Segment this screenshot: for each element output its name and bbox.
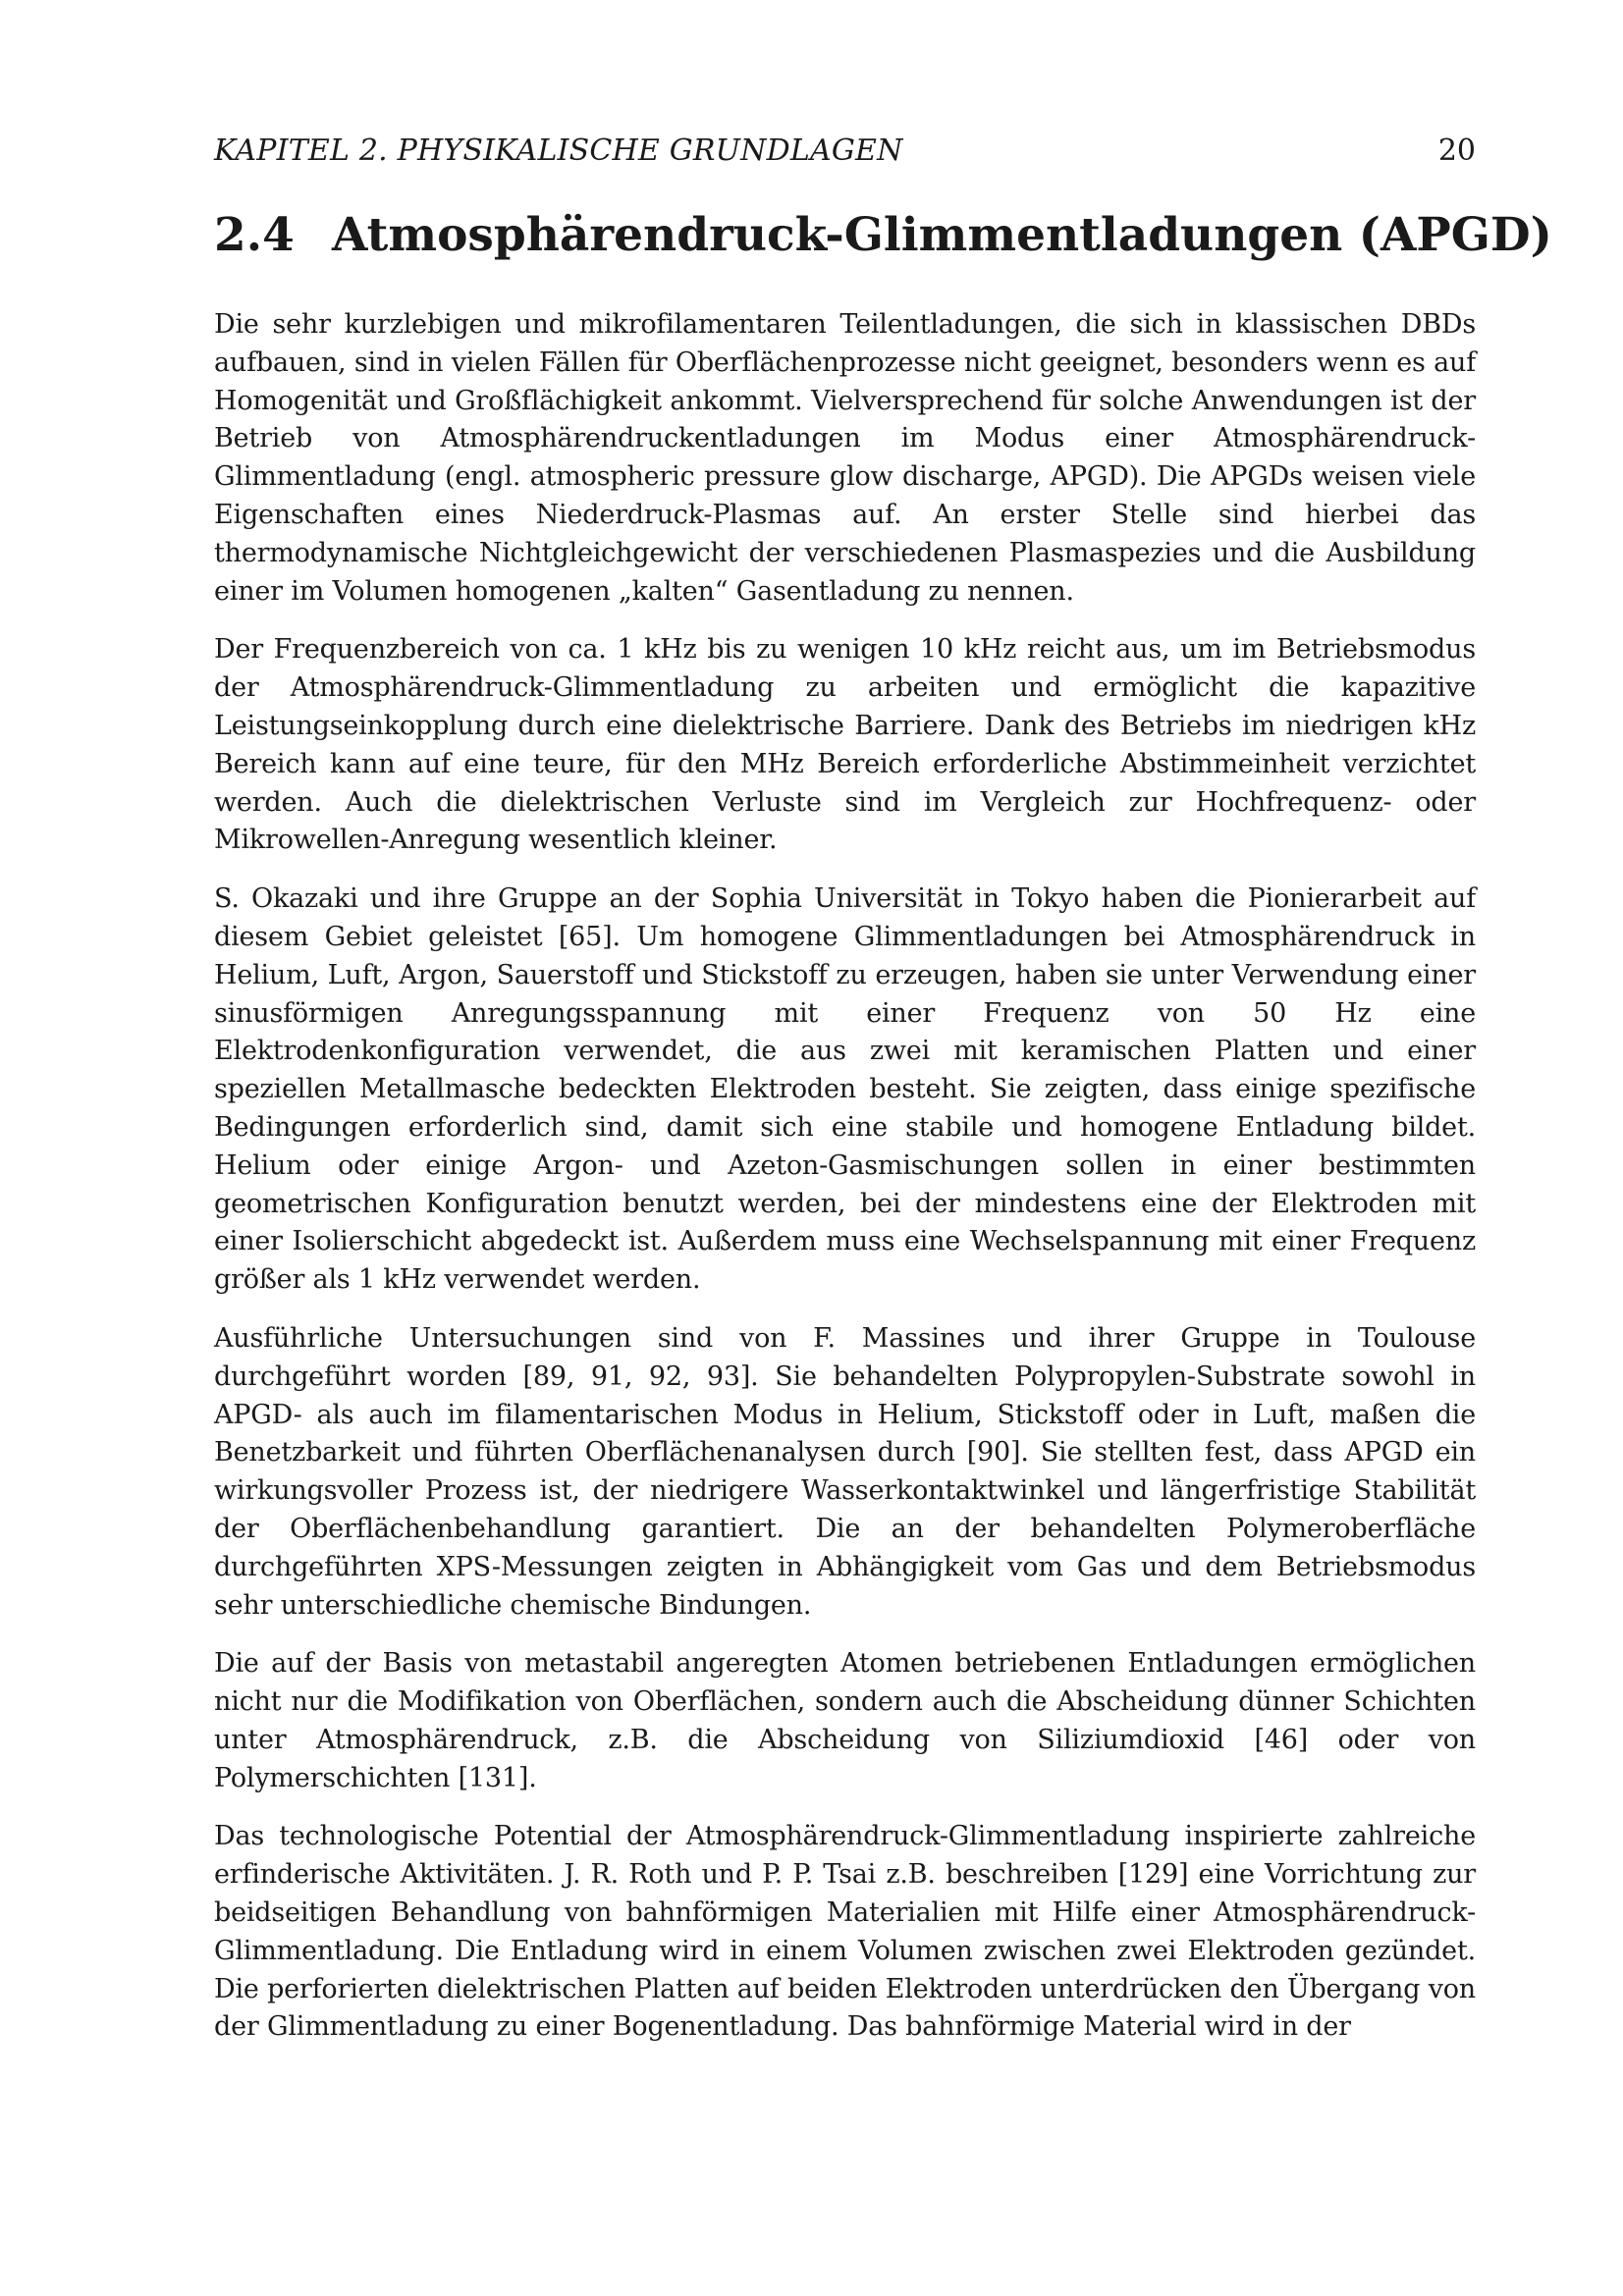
page-number: 20 [1437,133,1476,168]
body-text [214,306,1476,2067]
paragraph-6: Das technologische Potential der Atmosphärendruck-Glimmentladung inspirierte zahlreiche erfinderische Aktivitäten. J. R. Roth und P. P. Tsai z.B. beschreiben [129] eine Vorrichtung zur beidseitigen Behandlung von bahnförmigen Materialien mit Hilfe einer Atmosphärendruck-Glimmentladung. Die Entladung wird in einem Volumen zwischen zwei Elektroden gezündet. Die perforierten dielektrischen Platten auf beiden Elektroden unterdrücken den Übergang von der Glimmentladung zu einer Bogenentladung. Das bahnförmige Material wird in der [214,1821,1476,2043]
paragraph-3: S. Okazaki und ihre Gruppe an der Sophia Universität in Tokyo haben die Pionierarbeit auf diesem Gebiet geleistet [65]. Um homogene Glimmentladungen bei Atmosphärendruck in Helium, Luft, Argon, Sauerstoff und Stickstoff zu erzeugen, haben sie unter Verwendung einer sinusförmigen Anregungsspannung mit einer Frequenz von 50 Hz eine Elektrodenkonfiguration verwendet, die aus zwei mit keramischen Platten und einer speziellen Metallmasche bedeckten Elektroden besteht. Sie zeigten, dass einige spezifische Bedingungen erforderlich sind, damit sich eine stabile und homogene Entladung bildet. Helium oder einige Argon- und Azeton-Gasmischungen sollen in einer bestimmten geometrischen Konfiguration benutzt werden, bei der mindestens eine der Elektroden mit einer Isolierschicht abgedeckt ist. Außerdem muss eine Wechselspannung mit einer Frequenz größer als 1 kHz verwendet werden. [214,883,1476,1296]
section-number: 2.4 [214,208,295,262]
paragraph-1: Die sehr kurzlebigen und mikrofilamentaren Teilentladungen, die sich in klassischen DBDs aufbauen, sind in vielen Fällen für Oberflächenprozesse nicht geeignet, besonders wenn es auf Homogenität und Großflächigkeit ankommt. Vielversprechend für solche Anwendungen ist der Betrieb von Atmosphärendruckentladungen im Modus einer Atmosphärendruck-Glimmentladung (engl. atmospheric pressure glow discharge, APGD). Die APGDs weisen viele Eigenschaften eines Niederdruck-Plasmas auf. An erster Stelle sind hierbei das thermodynamische Nichtgleichgewicht der verschiedenen Plasmaspezies und die Ausbildung einer im Volumen homogenen „kalten“ Gasentladung zu nennen. [214,309,1476,607]
paragraph-4: Ausführliche Untersuchungen sind von F. Massines und ihrer Gruppe in Toulouse durchgeführt worden [89, 91, 92, 93]. Sie behandelten Polypropylen-Substrate sowohl in APGD- als auch im filamentarischen Modus in Helium, Stickstoff oder in Luft, maßen die Benetzbarkeit und führten Oberflächenanalysen durch [90]. Sie stellten fest, dass APGD ein wirkungsvoller Prozess ist, der niedrigere Wasserkontaktwinkel und längerfristige Stabilität der Oberflächenbehandlung garantiert. Die an der behandelten Polymeroberfläche durchgeführten XPS-Messungen zeigten in Abhängigkeit vom Gas und dem Betriebsmodus sehr unterschiedliche chemische Bindungen. [214,1322,1476,1621]
running-header [214,132,1476,171]
paragraph-2: Der Frequenzbereich von ca. 1 kHz bis zu wenigen 10 kHz reicht aus, um im Betriebsmodus der Atmosphärendruck-Glimmentladung zu arbeiten und ermöglicht die kapazitive Leistungseinkopplung durch eine dielektrische Barriere. Dank des Betriebs im niedrigen kHz Bereich kann auf eine teure, für den MHz Bereich erforderliche Abstimmeinheit verzichtet werden. Auch die dielektrischen Verluste sind im Vergleich zur Hochfrequenz- oder Mikrowellen-Anregung wesentlich kleiner. [214,634,1476,856]
paragraph-5: Die auf der Basis von metastabil angeregten Atomen betriebenen Entladungen ermöglichen nicht nur die Modifikation von Oberflächen, sondern auch die Abscheidung dünner Schichten unter Atmosphärendruck, z.B. die Abscheidung von Siliziumdioxid [46] oder von Polymerschichten [131]. [214,1648,1476,1793]
section-heading [214,206,1552,265]
chapter-title: KAPITEL 2. PHYSIKALISCHE GRUNDLAGEN [214,133,903,168]
section-title: Atmosphärendruck-Glimmentladungen (APGD) [332,208,1552,262]
